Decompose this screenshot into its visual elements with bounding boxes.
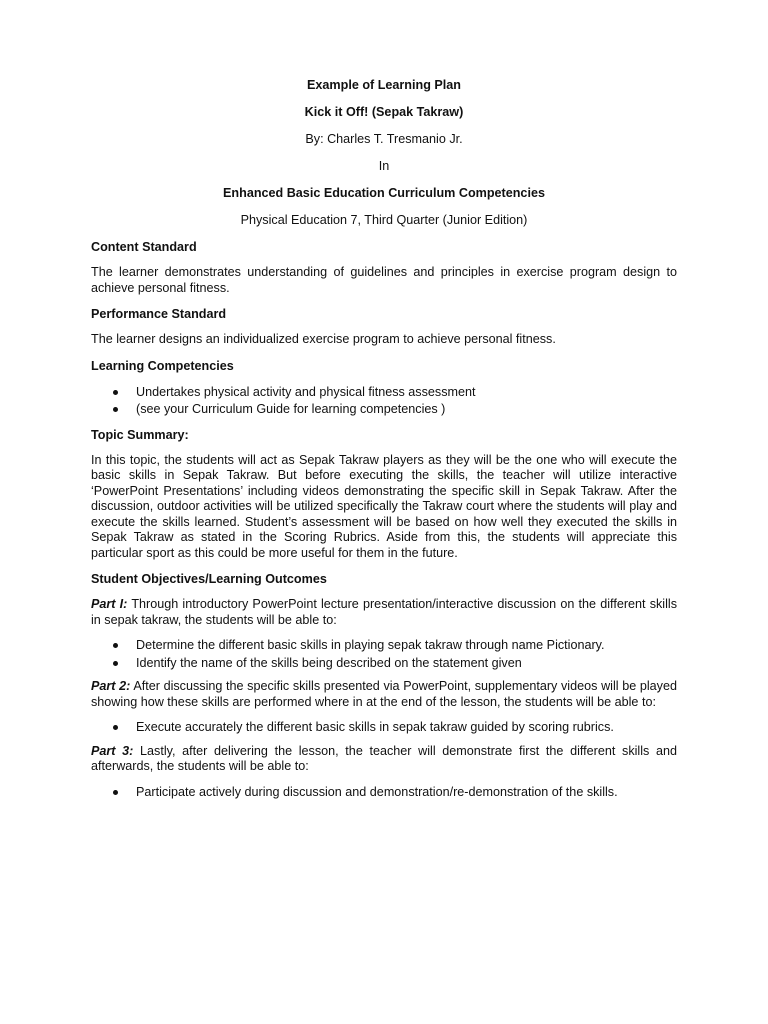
- list-item-text: Identify the name of the skills being described on the statement given: [136, 655, 522, 670]
- list-item-text: Execute accurately the different basic skills in sepak takraw guided by scoring rubrics.: [136, 720, 614, 734]
- list-item: [91, 401, 677, 419]
- list-item: [91, 655, 677, 673]
- list-item-text: Determine the different basic skills in playing sepak takraw through name Pictionary.: [136, 638, 605, 652]
- doc-subtitle: Kick it Off! (Sepak Takraw): [304, 105, 464, 119]
- topic-summary-heading: Topic Summary:: [91, 427, 189, 442]
- doc-in: In: [378, 159, 390, 173]
- document-page: [91, 76, 677, 808]
- part3-text: Lastly, after delivering the lesson, the teacher will demonstrate first the different skills and afterwards, the students will be able to:: [91, 743, 677, 773]
- part1-paragraph: [91, 597, 677, 628]
- part1-text: Through introductory PowerPoint lecture presentation/interactive discussion on the different skills in sepak takraw, the students will be able to:: [91, 597, 677, 627]
- list-item-text: Participate actively during discussion and demonstration/re-demonstration of the skills.: [136, 784, 618, 799]
- list-item: [91, 719, 677, 737]
- part3-list: [91, 784, 677, 802]
- list-item: [91, 784, 677, 802]
- topic-summary-text: In this topic, the students will act as Sepak Takraw players as they will be the one who will execute the basic skills in Sepak Takraw. But before executing the skills, the teacher will utilize interactive ‘PowerPoint Presentations’ including videos demonstrating the specific skill in Sepak Takraw. After the discussion, outdoor activities will be utilized specifically the Takraw court where the students will play and execute the skills learned. Student’s assessment will be based on how well they executed the skills in Sepak Takraw as stated in the Scoring Rubrics. Aside from this, the students will appreciate this particular sport as this could be more useful for them in the future.: [91, 452, 677, 560]
- content-standard-heading: Content Standard: [91, 240, 197, 254]
- doc-course: Physical Education 7, Third Quarter (Junior Edition): [240, 213, 528, 227]
- content-standard-text: The learner demonstrates understanding of guidelines and principles in exercise program design to achieve personal fitness.: [91, 265, 677, 295]
- doc-curriculum: Enhanced Basic Education Curriculum Competencies: [223, 186, 545, 200]
- bullet-icon: [113, 643, 118, 648]
- bullet-icon: [113, 407, 118, 412]
- list-item: [91, 637, 677, 655]
- part2-text: After discussing the specific skills presented via PowerPoint, supplementary videos will be played showing how these skills are performed where in at the end of the lesson, the students will be able to:: [91, 679, 677, 709]
- list-item-text: (see your Curriculum Guide for learning competencies ): [136, 402, 446, 416]
- bullet-icon: [113, 790, 118, 795]
- part2-label: Part 2:: [91, 679, 131, 693]
- part3-label: Part 3:: [91, 743, 134, 758]
- performance-standard-heading: Performance Standard: [91, 307, 227, 321]
- doc-title: Example of Learning Plan: [307, 78, 461, 92]
- part3-paragraph: [91, 744, 677, 775]
- learning-competencies-list: [91, 384, 677, 419]
- part1-list: [91, 637, 677, 672]
- part2-list: [91, 719, 677, 737]
- list-item: [91, 384, 677, 402]
- doc-author: By: Charles T. Tresmanio Jr.: [305, 132, 463, 146]
- part1-label: Part I:: [91, 597, 128, 611]
- bullet-icon: [113, 661, 118, 666]
- list-item-text: Undertakes physical activity and physical fitness assessment: [136, 384, 476, 399]
- bullet-icon: [113, 390, 118, 395]
- performance-standard-text: The learner designs an individualized exercise program to achieve personal fitness.: [91, 332, 556, 346]
- learning-competencies-heading: Learning Competencies: [91, 358, 234, 373]
- objectives-heading: Student Objectives/Learning Outcomes: [91, 572, 327, 586]
- part2-paragraph: [91, 679, 677, 710]
- bullet-icon: [113, 725, 118, 730]
